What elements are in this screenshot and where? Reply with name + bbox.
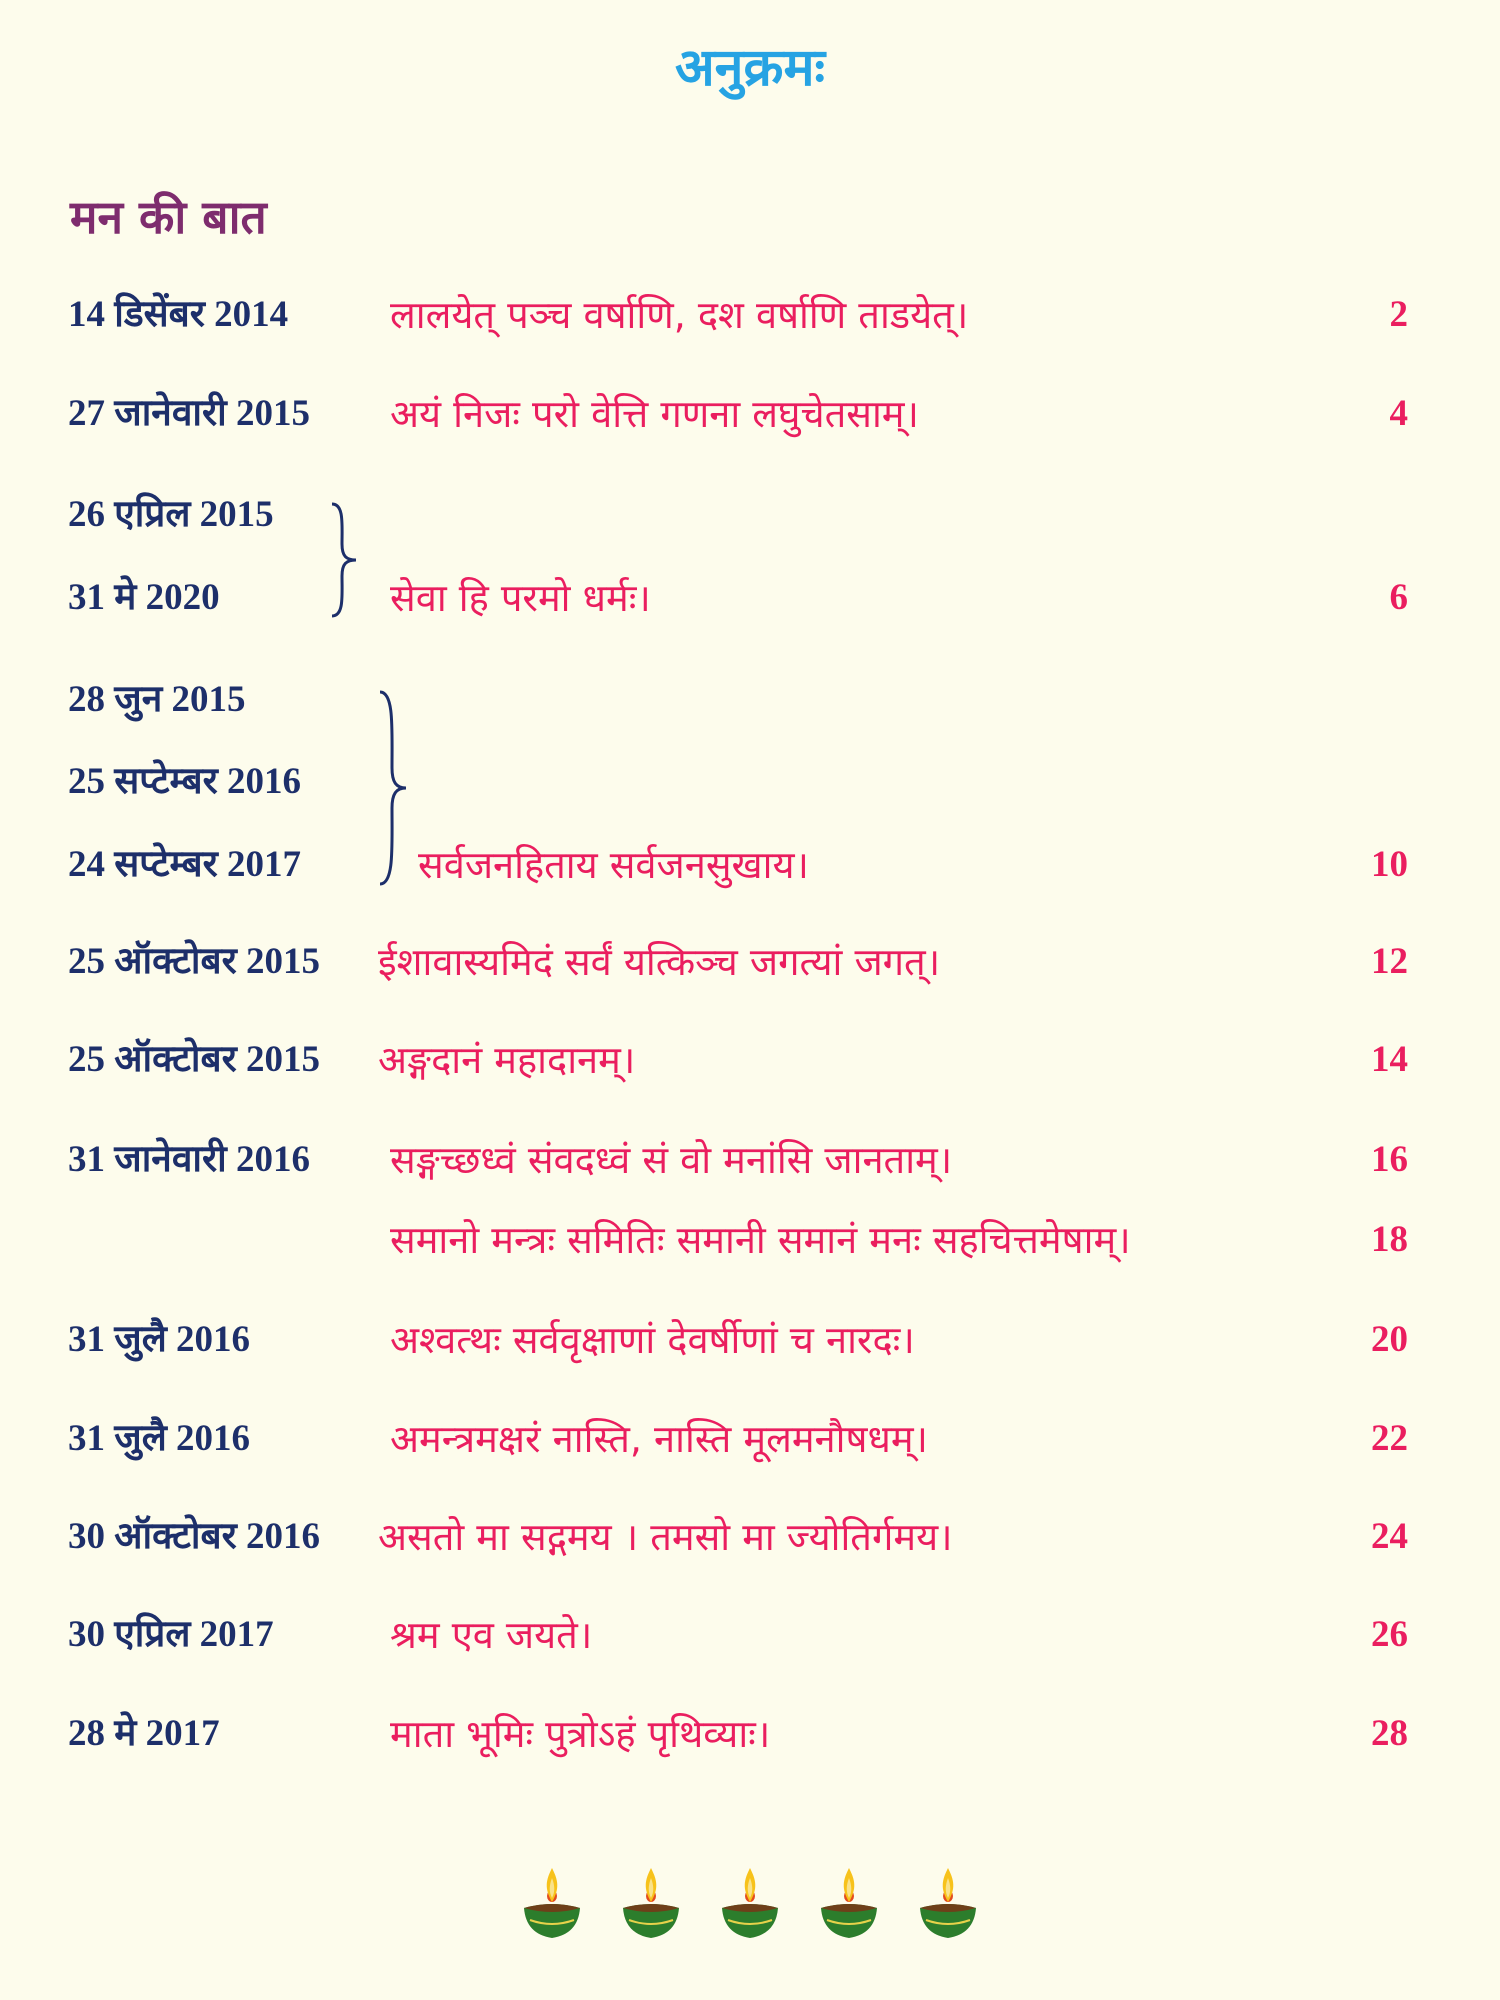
decorative-lamps [520, 1838, 980, 1958]
entry-date: 25 ऑक्टोबर 2015 [68, 1039, 321, 1080]
entry-date: 24 सप्टेम्बर 2017 [68, 844, 302, 885]
entry-page-number: 20 [1371, 1319, 1408, 1360]
entry-date: 25 सप्टेम्बर 2016 [68, 761, 302, 802]
entry-quote: अयं निजः परो वेत्ति गणना लघुचेतसाम्। [390, 392, 919, 436]
entry-page-number: 2 [1389, 294, 1408, 335]
entry-date: 14 डिसेंबर 2014 [68, 294, 289, 335]
entry-page-number: 28 [1371, 1713, 1408, 1754]
entry-page-number: 24 [1371, 1516, 1408, 1557]
entry-page-number: 22 [1371, 1418, 1408, 1459]
entry-page-number: 26 [1371, 1614, 1408, 1655]
entry-date: 31 मे 2020 [68, 577, 220, 618]
diya-lamp-icon [916, 1838, 980, 1948]
entry-date: 31 जुलै 2016 [68, 1418, 251, 1459]
diya-lamp-icon [520, 1838, 584, 1948]
entry-quote: श्रम एव जयते। [390, 1613, 593, 1657]
entry-quote: ईशावास्यमिदं सर्वं यत्किञ्च जगत्यां जगत्। [378, 940, 941, 984]
entry-page-number: 12 [1371, 941, 1408, 982]
entry-date: 31 जुलै 2016 [68, 1319, 251, 1360]
page-title: अनुक्रमः [674, 38, 826, 98]
entry-quote: सेवा हि परमो धर्मः। [390, 576, 651, 620]
entry-quote: अमन्त्रमक्षरं नास्ति, नास्ति मूलमनौषधम्। [390, 1417, 928, 1461]
entry-page-number: 18 [1371, 1219, 1408, 1260]
diya-lamp-icon [619, 1838, 683, 1948]
section-heading: मन की बात [70, 190, 267, 244]
entry-quote: समानो मन्त्रः समितिः समानी समानं मनः सहचित्तमेषाम्। [390, 1218, 1131, 1262]
entry-quote: अङ्गदानं महादानम्। [378, 1038, 636, 1082]
entry-page-number: 10 [1371, 844, 1408, 885]
grouping-brace [372, 688, 412, 888]
entry-quote: सङ्गच्छध्वं संवदध्वं सं वो मनांसि जानताम्। [390, 1138, 953, 1182]
entry-quote: असतो मा सद्गमय । तमसो मा ज्योतिर्गमय। [378, 1515, 953, 1559]
entry-page-number: 4 [1389, 393, 1408, 434]
entry-date: 30 एप्रिल 2017 [68, 1614, 274, 1655]
entry-date: 25 ऑक्टोबर 2015 [68, 941, 321, 982]
entry-date: 28 जुन 2015 [68, 679, 246, 720]
diya-lamp-icon [718, 1838, 782, 1948]
entry-quote: लालयेत् पञ्च वर्षाणि, दश वर्षाणि ताडयेत्। [390, 293, 969, 337]
entry-date: 30 ऑक्टोबर 2016 [68, 1516, 321, 1557]
diya-lamp-icon [817, 1838, 881, 1948]
entry-quote: माता भूमिः पुत्रोऽहं पृथिव्याः। [390, 1712, 771, 1756]
entry-date: 26 एप्रिल 2015 [68, 494, 274, 535]
entry-page-number: 16 [1371, 1139, 1408, 1180]
entry-date: 31 जानेवारी 2016 [68, 1139, 310, 1180]
entry-quote: अश्वत्थः सर्ववृक्षाणां देवर्षीणां च नारदः। [390, 1318, 915, 1362]
entry-quote: सर्वजनहिताय सर्वजनसुखाय। [418, 843, 809, 887]
entry-date: 28 मे 2017 [68, 1713, 220, 1754]
grouping-brace [322, 500, 362, 620]
entry-page-number: 6 [1389, 577, 1408, 618]
entry-date: 27 जानेवारी 2015 [68, 393, 310, 434]
entry-page-number: 14 [1371, 1039, 1408, 1080]
